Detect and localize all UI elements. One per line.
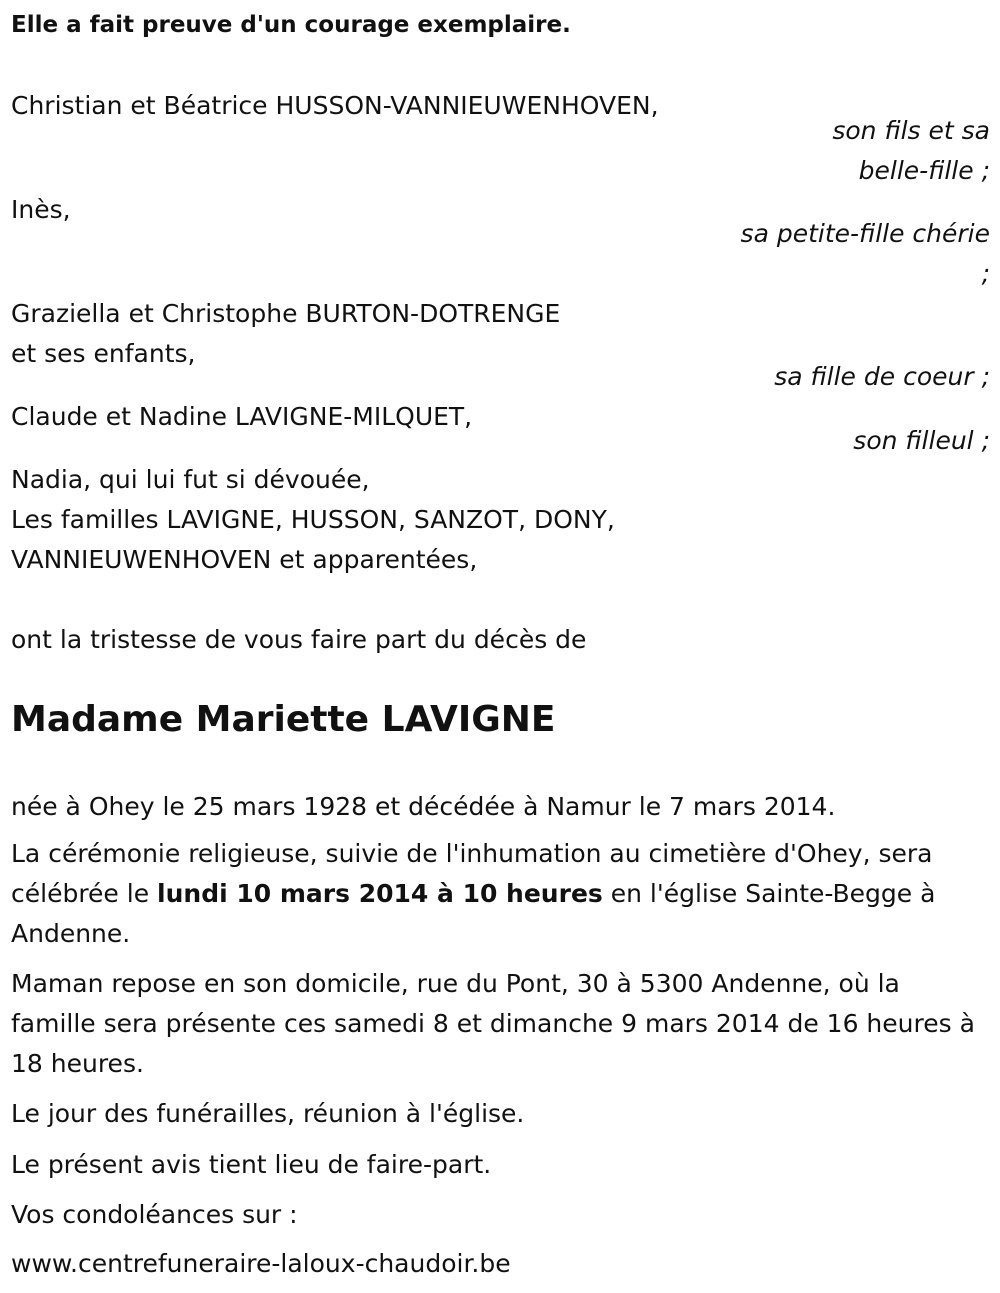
rest-paragraph: Maman repose en son domicile, rue du Pont, 30 à 5300 Andenne, où la famille sera présente ces samedi 8 et dimanche 9 mars 2014 de 16 heures à 18 heures. [11,969,975,1078]
website-link[interactable]: www.centrefuneraire-laloux-chaudoir.be [11,1249,511,1278]
deceased-name: Madame Mariette LAVIGNE [11,699,556,740]
family-member-2: Inès, [11,195,71,224]
condolences-label: Vos condoléances sur : [11,1200,298,1229]
ceremony-date: lundi 10 mars 2014 à 10 heures [157,879,603,908]
family-member-3-line1: Graziella et Christophe BURTON-DOTRENGE [11,299,561,328]
relation-1-line2: belle-fille ; [858,156,990,185]
funeral-day: Le jour des funérailles, réunion à l'église. [11,1099,525,1128]
relation-1-line1: son fils et sa [832,116,990,145]
family-member-4: Claude et Nadine LAVIGNE-MILQUET, [11,402,473,431]
other-mourner-2: Les familles LAVIGNE, HUSSON, SANZOT, DONY, [11,505,615,534]
relation-2-line2: ; [981,259,990,288]
other-mourner-3: VANNIEUWENHOVEN et apparentées, [11,545,478,574]
notice: Le présent avis tient lieu de faire-part. [11,1150,492,1179]
ceremony-text-before: La cérémonie religieuse, suivie de l'inhumation au cimetière d'Ohey, sera célébrée le [11,839,933,908]
relation-2-line1: sa petite-fille chérie [740,219,990,248]
relation-4: son filleul ; [853,426,990,455]
family-member-3-line2: et ses enfants, [11,339,196,368]
family-member-1: Christian et Béatrice HUSSON-VANNIEUWENHOVEN, [11,91,659,120]
relation-3: sa fille de coeur ; [774,362,990,391]
other-mourner-1: Nadia, qui lui fut si dévouée, [11,465,370,494]
ceremony-paragraph [11,834,986,954]
announcement: ont la tristesse de vous faire part du décès de [11,625,587,654]
motto: Elle a fait preuve d'un courage exemplaire. [11,12,571,38]
birth-death: née à Ohey le 25 mars 1928 et décédée à Namur le 7 mars 2014. [11,792,836,821]
ceremony-text-after: en l'église Sainte-Begge à Andenne. [11,879,936,948]
